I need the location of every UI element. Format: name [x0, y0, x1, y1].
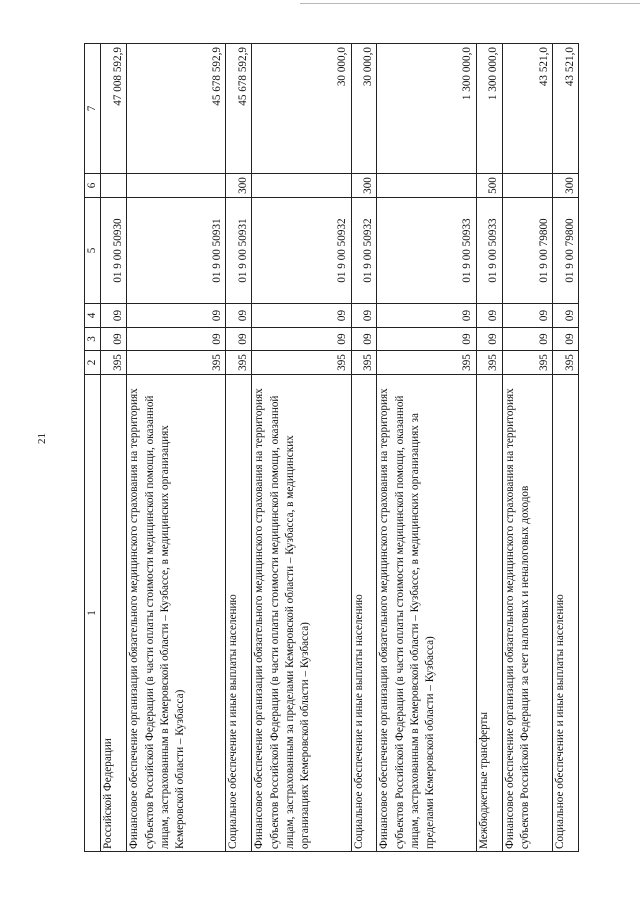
cell-c3: 09	[476, 328, 502, 351]
header-cell: 7	[85, 44, 101, 174]
cell-c5: 01 9 00 50932	[351, 198, 377, 304]
cell-c7: 45 678 592,9	[127, 44, 226, 174]
cell-c6	[101, 174, 127, 198]
cell-c6: 500	[476, 174, 502, 198]
cell-c5: 01 9 00 50930	[101, 198, 127, 304]
table-row	[476, 44, 502, 852]
table-header-row	[85, 44, 101, 852]
cell-c7: 30 000,0	[252, 44, 351, 174]
top-rule	[300, 3, 640, 4]
row-name: Социальное обеспечение и иные выплаты населению	[351, 375, 377, 852]
cell-c5: 01 9 00 50932	[252, 198, 351, 304]
cell-c4: 09	[502, 304, 552, 328]
cell-c5: 01 9 00 50931	[226, 198, 252, 304]
cell-c2: 395	[101, 351, 127, 375]
cell-c6	[502, 174, 552, 198]
table-row	[127, 44, 226, 852]
cell-c2: 395	[502, 351, 552, 375]
cell-c2: 395	[476, 351, 502, 375]
row-name: Финансовое обеспечение организации обязательного медицинского страхования на территориях субъектов Российской Федерации (в части оплаты стоимости медицинской помощи, оказанной лицам, застрахованным в Кемеровской области – Кузбассе, в медицинских организациях Кемеровской области – Кузбасса)	[127, 375, 226, 852]
cell-c6: 300	[552, 174, 578, 198]
cell-c3: 09	[127, 328, 226, 351]
row-name: Финансовое обеспечение организации обязательного медицинского страхования на территориях субъектов Российской Федерации (в части оплаты стоимости медицинской помощи, оказанной лицам, застрахованным за пределами Кемеровской области – Кузбасса, в медицинских организациях Кемеровской области – Кузбасса)	[252, 375, 351, 852]
rotated-table-wrapper	[84, 44, 579, 852]
cell-c2: 395	[552, 351, 578, 375]
cell-c7: 43 521,0	[552, 44, 578, 174]
cell-c6	[377, 174, 476, 198]
page-number: 21	[36, 433, 48, 444]
table-row	[226, 44, 252, 852]
cell-c5: 01 9 00 50931	[127, 198, 226, 304]
cell-c3: 09	[552, 328, 578, 351]
cell-c2: 395	[377, 351, 476, 375]
cell-c2: 395	[351, 351, 377, 375]
table-row	[101, 44, 127, 852]
budget-table	[84, 43, 579, 852]
cell-c5: 01 9 00 50933	[377, 198, 476, 304]
cell-c2: 395	[127, 351, 226, 375]
cell-c7: 47 008 592,9	[101, 44, 127, 174]
cell-c4: 09	[127, 304, 226, 328]
table-row	[502, 44, 552, 852]
row-name: Социальное обеспечение и иные выплаты населению	[552, 375, 578, 852]
cell-c6: 300	[351, 174, 377, 198]
cell-c4: 09	[476, 304, 502, 328]
cell-c5: 01 9 00 50933	[476, 198, 502, 304]
cell-c4: 09	[252, 304, 351, 328]
row-name: Финансовое обеспечение организации обязательного медицинского страхования на территориях субъектов Российской Федерации (в части оплаты стоимости медицинской помощи, оказанной лицам, застрахованным в Кемеровской области – Кузбассе, в медицинских организациях за пределами Кемеровской области – Кузбасса)	[377, 375, 476, 852]
header-cell: 5	[85, 198, 101, 304]
cell-c7: 30 000,0	[351, 44, 377, 174]
cell-c7: 1 300 000,0	[476, 44, 502, 174]
cell-c3: 09	[101, 328, 127, 351]
cell-c4: 09	[377, 304, 476, 328]
cell-c6	[252, 174, 351, 198]
cell-c5: 01 9 00 79800	[552, 198, 578, 304]
table-row	[351, 44, 377, 852]
cell-c4: 09	[552, 304, 578, 328]
cell-c4: 09	[101, 304, 127, 328]
header-cell: 3	[85, 328, 101, 351]
cell-c7: 43 521,0	[502, 44, 552, 174]
cell-c2: 395	[226, 351, 252, 375]
cell-c7: 45 678 592,9	[226, 44, 252, 174]
cell-c2: 395	[252, 351, 351, 375]
table-row	[552, 44, 578, 852]
cell-c6	[127, 174, 226, 198]
cell-c3: 09	[377, 328, 476, 351]
row-name: Социальное обеспечение и иные выплаты населению	[226, 375, 252, 852]
header-cell: 6	[85, 174, 101, 198]
cell-c5: 01 9 00 79800	[502, 198, 552, 304]
cell-c3: 09	[226, 328, 252, 351]
header-cell: 1	[85, 375, 101, 852]
table-row	[377, 44, 476, 852]
row-name: Межбюджетные трансферты	[476, 375, 502, 852]
cell-c3: 09	[252, 328, 351, 351]
table-row	[252, 44, 351, 852]
cell-c3: 09	[351, 328, 377, 351]
cell-c6: 300	[226, 174, 252, 198]
cell-c7: 1 300 000,0	[377, 44, 476, 174]
row-name: Финансовое обеспечение организации обязательного медицинского страхования на территориях субъектов Российской Федерации за счет налоговых и неналоговых доходов	[502, 375, 552, 852]
cell-c4: 09	[351, 304, 377, 328]
header-cell: 2	[85, 351, 101, 375]
header-cell: 4	[85, 304, 101, 328]
cell-c3: 09	[502, 328, 552, 351]
row-name: Российской Федерации	[101, 375, 127, 852]
cell-c4: 09	[226, 304, 252, 328]
